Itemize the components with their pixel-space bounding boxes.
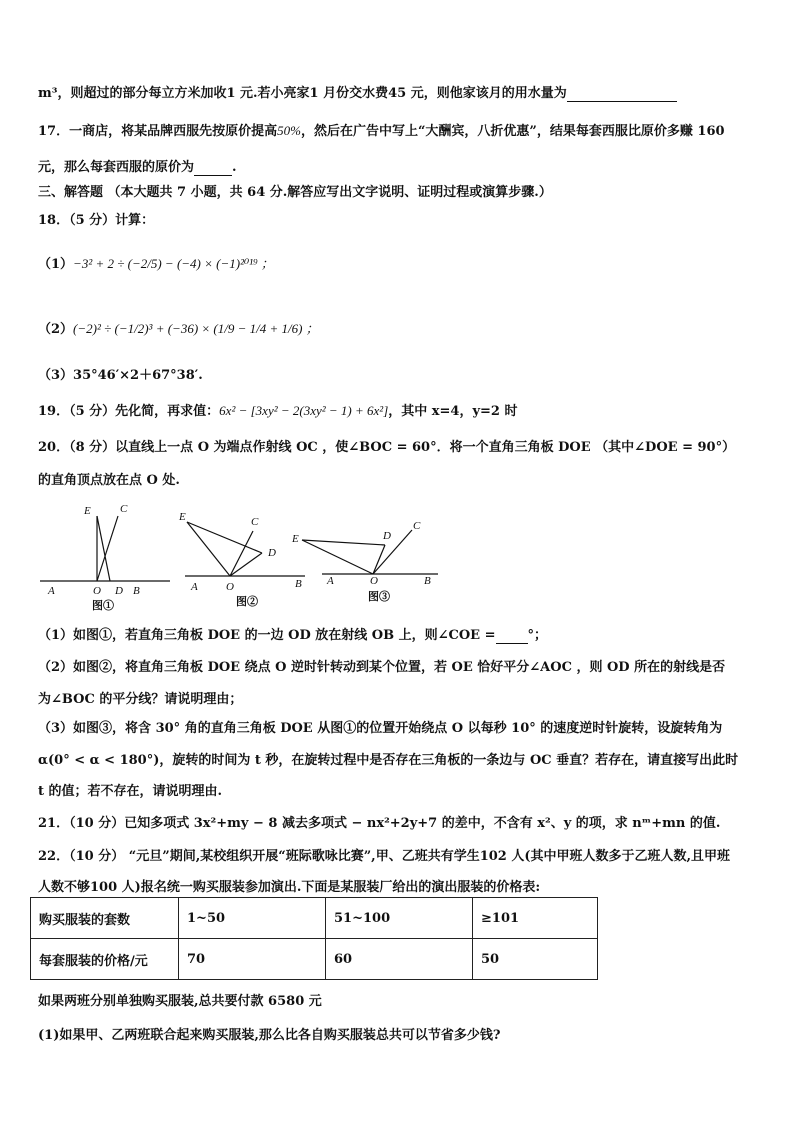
- fig1-O: O: [93, 585, 101, 597]
- q20-p1-answer-blank[interactable]: [496, 628, 528, 644]
- figure-3-labels: [291, 520, 431, 587]
- fig3-B: B: [424, 575, 431, 587]
- q17-line1: [38, 120, 725, 139]
- q19-head: 19．（5 分）先化简，再求值：: [38, 404, 220, 419]
- q18-p2-expr: (−2)² ÷ (−1/2)³ + (−36) × (1/9 − 1/4 + 1/6) ；: [73, 321, 319, 336]
- q20-part2-a: （2）如图②，将直角三角板 DOE 绕点 O 逆时针转动到某个位置，若 OE 恰好平分∠AOC ，则 OD 所在的射线是否: [38, 660, 726, 675]
- price-table: [30, 897, 598, 980]
- table-row: [31, 898, 598, 939]
- q22-line1: 22．（10 分） “元旦”期间,某校组织开展“班际歌咏比赛”,甲、乙班共有学生102 人(其中甲班人数多于乙班人数,且甲班: [38, 849, 731, 864]
- q16-text: ，则超过的部分每立方米加收1 元.若小亮家1 月份交水费45 元，则他家该月的用水量为: [57, 86, 567, 101]
- figure-2-labels: [178, 511, 302, 593]
- fig3-D: D: [383, 530, 391, 542]
- q20-part2-b: 为∠BOC 的平分线？请说明理由；: [38, 692, 243, 707]
- q17-text-b: ，然后在广告中写上“大酬宾，八折优惠”，结果每套西服比原价多赚 160: [300, 124, 725, 139]
- q19-tail: ，其中 x=4，y=2 时: [388, 404, 518, 419]
- q16-unit: m³: [38, 86, 58, 101]
- fig1-C: C: [120, 503, 128, 515]
- q20-line2: 的直角顶点放在点 O 处.: [38, 473, 180, 488]
- q20-part3-c: t 的值；若不存在，请说明理由.: [38, 784, 223, 799]
- fig3-O: O: [370, 575, 378, 587]
- fig2-C: C: [251, 516, 259, 528]
- q17-line2: [38, 156, 237, 176]
- q21-line: 21．（10 分）已知多项式 3x²+my − 8 减去多项式 − nx²+2y+7 的差中，不含有 x²、y 的项，求 nᵐ+mn 的值.: [38, 816, 721, 831]
- q17-text-a: 17．一商店，将某品牌西服先按原价提高: [38, 124, 278, 139]
- figure-2: [185, 522, 305, 576]
- table-cell: 60: [326, 939, 473, 980]
- q18-head: 18．（5 分）计算：: [38, 213, 155, 228]
- fig1-A: A: [48, 585, 55, 597]
- fig3-C: C: [413, 520, 421, 532]
- q20-p1-text: （1）如图①，若直角三角板 DOE 的一边 OD 放在射线 OB 上，则∠COE =: [38, 628, 496, 643]
- q20-part1: [38, 624, 547, 644]
- fig2-O: O: [226, 581, 234, 593]
- fig2-B: B: [295, 578, 302, 590]
- q20-p1-tail: °；: [527, 628, 548, 643]
- fig2-caption: 图②: [236, 596, 258, 608]
- q22-after-table: 如果两班分别单独购买服装,总共要付款 6580 元: [38, 994, 322, 1009]
- fig3-caption: 图③: [368, 591, 390, 603]
- figure-1: [40, 516, 170, 581]
- table-cell: 70: [179, 939, 326, 980]
- q17-answer-blank[interactable]: [194, 160, 232, 176]
- q16-answer-blank[interactable]: [567, 86, 677, 102]
- fig1-D: D: [115, 585, 123, 597]
- q17-text-c: 元，那么每套西服的原价为: [38, 160, 195, 175]
- q22-line2: 人数不够100 人)报名统一购买服装参加演出.下面是某服装厂给出的演出服装的价格表:: [38, 880, 541, 895]
- fig3-E: E: [292, 533, 299, 545]
- q18-part1: [38, 253, 274, 272]
- q18-part3: （3）35°46′×2＋67°38′.: [38, 368, 203, 383]
- table-cell: 购买服装的套数: [31, 898, 179, 939]
- q18-p1-expr: −3² + 2 ÷ (−2/5) − (−4) × (−1)²⁰¹⁹ ；: [73, 256, 274, 271]
- q18-p1-label: （1）: [38, 257, 74, 272]
- q18-part2: [38, 318, 319, 337]
- fig2-D: D: [268, 547, 276, 559]
- q19-line: [38, 400, 517, 419]
- fig1-caption: 图①: [92, 600, 114, 612]
- q20-part3-a: （3）如图③，将含 30° 角的直角三角板 DOE 从图①的位置开始绕点 O 以每秒 10° 的速度逆时针旋转，设旋转角为: [38, 721, 723, 736]
- q20-figures: [40, 496, 440, 614]
- q17-percent: 50%: [277, 123, 301, 138]
- q16-tail-line: [38, 82, 677, 102]
- table-cell: 51~100: [326, 898, 473, 939]
- figure-1-labels: [47, 503, 140, 597]
- q17-text-d: .: [232, 160, 237, 175]
- table-cell: 1~50: [179, 898, 326, 939]
- table-cell: 每套服装的价格/元: [31, 939, 179, 980]
- figure-3: [302, 530, 438, 574]
- table-row: [31, 939, 598, 980]
- fig2-A: A: [191, 581, 198, 593]
- q18-p2-label: （2）: [38, 322, 74, 337]
- section3-header: 三、解答题 （本大题共 7 小题，共 64 分.解答应写出文字说明、证明过程或演算步骤.）: [38, 185, 552, 200]
- fig1-E: E: [84, 505, 91, 517]
- q22-part1: (1)如果甲、乙两班联合起来购买服装,那么比各自购买服装总共可以节省多少钱?: [38, 1028, 501, 1043]
- fig1-B: B: [133, 585, 140, 597]
- table-cell: 50: [473, 939, 598, 980]
- q20-line1: 20．（8 分）以直线上一点 O 为端点作射线 OC ，使∠BOC = 60°．将一个直角三角板 DOE （其中∠DOE = 90°）: [38, 440, 736, 455]
- table-cell: ≥101: [473, 898, 598, 939]
- q19-expr: 6x² − [3xy² − 2(3xy² − 1) + 6x²]: [219, 403, 389, 418]
- fig2-E: E: [179, 511, 186, 523]
- q20-part3-b: α(0° < α < 180°)，旋转的时间为 t 秒，在旋转过程中是否存在三角板的一条边与 OC 垂直？若存在，请直接写出此时: [38, 753, 739, 768]
- fig3-A: A: [327, 575, 334, 587]
